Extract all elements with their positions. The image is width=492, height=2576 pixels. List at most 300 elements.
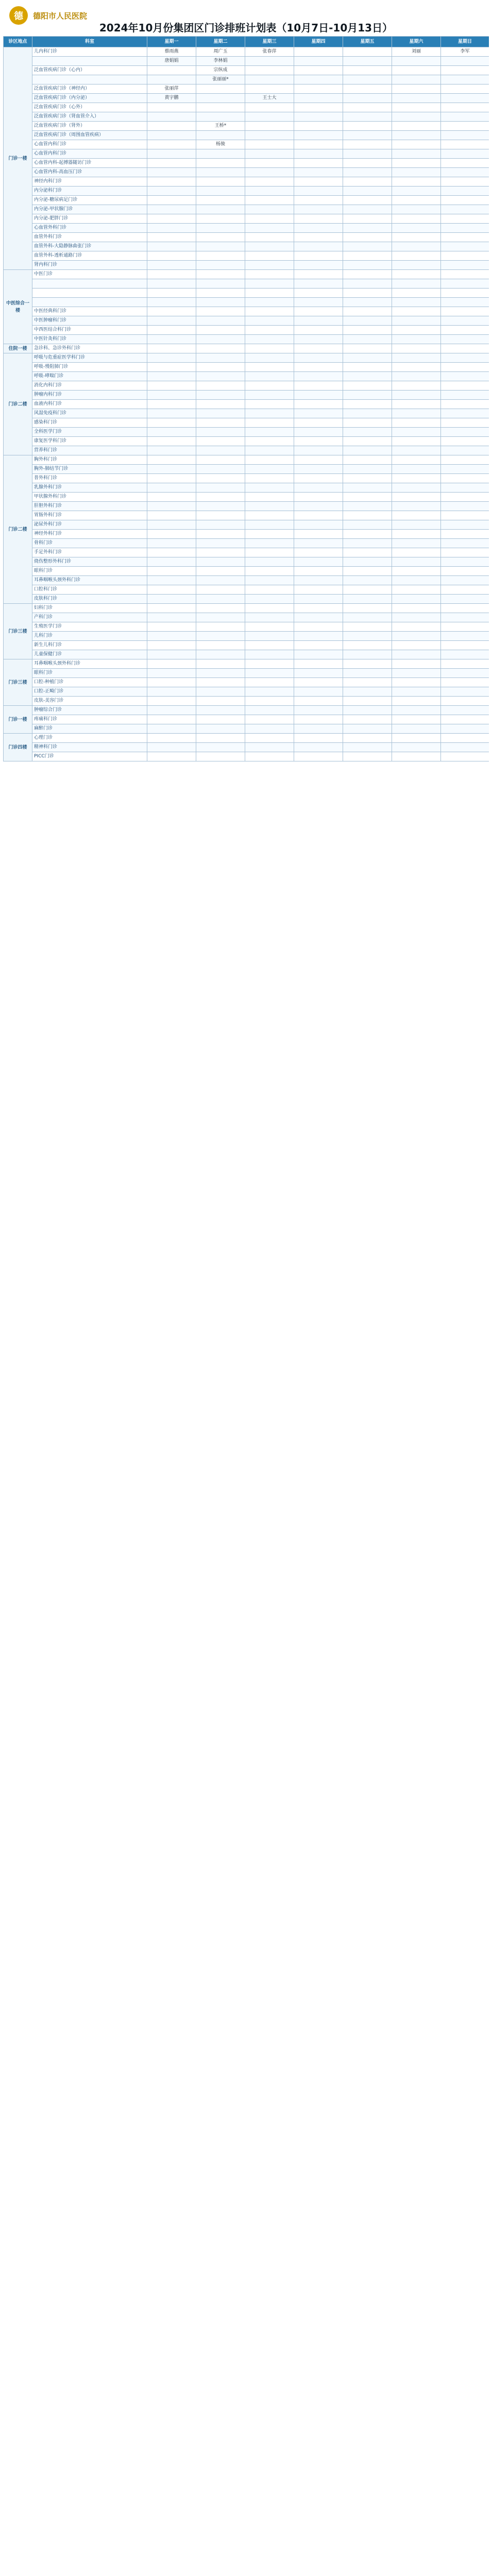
table-row xyxy=(4,687,489,697)
doctor-cell xyxy=(147,567,196,576)
table-row xyxy=(4,576,489,585)
doctor-cell xyxy=(392,224,441,233)
column-header-6: 星期五 xyxy=(343,37,392,47)
doctor-cell: 李军 xyxy=(441,47,489,57)
doctor-cell xyxy=(343,687,392,697)
doctor-cell xyxy=(441,131,489,140)
doctor-cell xyxy=(343,557,392,567)
table-row xyxy=(4,316,489,326)
table-row xyxy=(4,632,489,641)
column-header-2: 星期一 xyxy=(147,37,196,47)
department-name: 感染科门诊 xyxy=(32,418,147,428)
doctor-cell xyxy=(147,270,196,279)
doctor-cell xyxy=(294,465,343,474)
department-name xyxy=(32,75,147,84)
doctor-cell xyxy=(343,465,392,474)
doctor-cell xyxy=(147,502,196,511)
doctor-cell xyxy=(392,669,441,678)
doctor-cell xyxy=(343,196,392,205)
doctor-cell xyxy=(343,140,392,149)
department-name: 心血管内科-高血压门诊 xyxy=(32,168,147,177)
doctor-cell xyxy=(392,391,441,400)
department-name: 乳腺外科门诊 xyxy=(32,483,147,493)
doctor-cell xyxy=(343,289,392,298)
doctor-cell xyxy=(441,613,489,622)
doctor-cell xyxy=(343,214,392,224)
department-name: 产科门诊 xyxy=(32,613,147,622)
doctor-cell xyxy=(294,131,343,140)
doctor-cell xyxy=(147,706,196,715)
doctor-cell: 张丽丽* xyxy=(196,75,245,84)
doctor-cell xyxy=(294,530,343,539)
doctor-cell xyxy=(245,743,294,752)
doctor-cell xyxy=(441,75,489,84)
doctor-cell xyxy=(196,149,245,159)
doctor-cell xyxy=(294,734,343,743)
doctor-cell xyxy=(294,233,343,242)
table-row xyxy=(4,715,489,724)
doctor-cell xyxy=(343,715,392,724)
table-row xyxy=(4,409,489,418)
doctor-cell xyxy=(245,724,294,734)
doctor-cell: 唐娟娟 xyxy=(147,57,196,66)
doctor-cell xyxy=(196,400,245,409)
doctor-cell xyxy=(343,409,392,418)
doctor-cell xyxy=(147,196,196,205)
doctor-cell xyxy=(245,103,294,112)
doctor-cell xyxy=(441,659,489,669)
doctor-cell xyxy=(147,205,196,214)
department-name: 儿童保健门诊 xyxy=(32,650,147,659)
doctor-cell xyxy=(147,743,196,752)
doctor-cell xyxy=(245,66,294,75)
doctor-cell xyxy=(294,112,343,122)
doctor-cell xyxy=(441,298,489,307)
department-name: PICC门诊 xyxy=(32,752,147,761)
doctor-cell xyxy=(147,149,196,159)
doctor-cell xyxy=(147,316,196,326)
doctor-cell xyxy=(294,298,343,307)
doctor-cell xyxy=(343,205,392,214)
department-name: 眼科门诊 xyxy=(32,669,147,678)
table-row xyxy=(4,585,489,595)
table-row xyxy=(4,650,489,659)
doctor-cell xyxy=(196,706,245,715)
doctor-cell xyxy=(392,511,441,520)
doctor-cell xyxy=(392,752,441,761)
doctor-cell xyxy=(147,539,196,548)
doctor-cell xyxy=(392,409,441,418)
doctor-cell xyxy=(147,159,196,168)
doctor-cell xyxy=(392,140,441,149)
doctor-cell xyxy=(196,585,245,595)
doctor-cell xyxy=(245,678,294,687)
doctor-cell xyxy=(294,205,343,214)
doctor-cell xyxy=(441,428,489,437)
doctor-cell xyxy=(441,465,489,474)
doctor-cell xyxy=(441,734,489,743)
doctor-cell xyxy=(294,595,343,604)
doctor-cell xyxy=(392,557,441,567)
doctor-cell xyxy=(245,697,294,706)
doctor-cell xyxy=(343,84,392,94)
doctor-cell xyxy=(147,233,196,242)
doctor-cell xyxy=(147,474,196,483)
column-header-5: 星期四 xyxy=(294,37,343,47)
department-name: 泛血管疾病门诊（肾血管介入） xyxy=(32,112,147,122)
doctor-cell xyxy=(343,251,392,261)
doctor-cell xyxy=(147,622,196,632)
doctor-cell: 王士大 xyxy=(245,94,294,103)
table-row xyxy=(4,530,489,539)
doctor-cell xyxy=(147,400,196,409)
doctor-cell xyxy=(147,576,196,585)
doctor-cell xyxy=(441,576,489,585)
table-row xyxy=(4,465,489,474)
doctor-cell xyxy=(343,47,392,57)
doctor-cell: 张丽萍 xyxy=(147,84,196,94)
doctor-cell xyxy=(294,353,343,363)
doctor-cell xyxy=(343,520,392,530)
doctor-cell xyxy=(196,103,245,112)
table-row xyxy=(4,502,489,511)
doctor-cell xyxy=(245,493,294,502)
doctor-cell xyxy=(392,641,441,650)
doctor-cell xyxy=(441,381,489,391)
doctor-cell xyxy=(294,585,343,595)
doctor-cell xyxy=(245,381,294,391)
doctor-cell xyxy=(196,502,245,511)
doctor-cell xyxy=(343,307,392,316)
doctor-cell xyxy=(441,548,489,557)
doctor-cell xyxy=(343,752,392,761)
doctor-cell xyxy=(245,687,294,697)
doctor-cell xyxy=(196,307,245,316)
doctor-cell xyxy=(147,604,196,613)
doctor-cell xyxy=(441,214,489,224)
doctor-cell xyxy=(441,641,489,650)
doctor-cell xyxy=(294,140,343,149)
doctor-cell xyxy=(245,585,294,595)
doctor-cell xyxy=(245,149,294,159)
department-name: 内分泌-甲状腺门诊 xyxy=(32,205,147,214)
doctor-cell xyxy=(196,697,245,706)
doctor-cell xyxy=(147,428,196,437)
doctor-cell xyxy=(343,511,392,520)
department-name: 泛血管疾病门诊（肾外） xyxy=(32,122,147,131)
doctor-cell xyxy=(196,632,245,641)
doctor-cell xyxy=(147,650,196,659)
doctor-cell xyxy=(147,279,196,289)
doctor-cell xyxy=(294,103,343,112)
doctor-cell xyxy=(392,585,441,595)
doctor-cell xyxy=(245,75,294,84)
doctor-cell xyxy=(245,251,294,261)
doctor-cell xyxy=(147,418,196,428)
doctor-cell xyxy=(392,465,441,474)
doctor-cell xyxy=(245,706,294,715)
department-name: 胸外-肺结节门诊 xyxy=(32,465,147,474)
doctor-cell xyxy=(441,567,489,576)
doctor-cell xyxy=(294,659,343,669)
doctor-cell xyxy=(196,752,245,761)
table-row xyxy=(4,641,489,650)
doctor-cell xyxy=(441,205,489,214)
doctor-cell xyxy=(343,94,392,103)
doctor-cell xyxy=(441,520,489,530)
department-name: 耳鼻咽喉头颈外科门诊 xyxy=(32,659,147,669)
department-name: 心血管内科门诊 xyxy=(32,149,147,159)
doctor-cell: 宗纵成 xyxy=(196,66,245,75)
doctor-cell xyxy=(441,474,489,483)
doctor-cell xyxy=(245,409,294,418)
department-name xyxy=(32,289,147,298)
doctor-cell xyxy=(441,669,489,678)
doctor-cell xyxy=(441,687,489,697)
department-name: 呼吸-哮喘门诊 xyxy=(32,372,147,381)
doctor-cell xyxy=(294,613,343,622)
table-row xyxy=(4,159,489,168)
doctor-cell xyxy=(196,604,245,613)
department-name: 耳鼻咽喉头颈外科门诊 xyxy=(32,576,147,585)
doctor-cell xyxy=(343,57,392,66)
doctor-cell xyxy=(343,483,392,493)
zone-label: 门诊二楼 xyxy=(4,353,32,455)
doctor-cell xyxy=(245,474,294,483)
doctor-cell xyxy=(196,483,245,493)
table-row xyxy=(4,177,489,187)
doctor-cell xyxy=(147,261,196,270)
doctor-cell xyxy=(392,372,441,381)
doctor-cell xyxy=(392,530,441,539)
doctor-cell xyxy=(245,335,294,344)
department-name: 内分泌科门诊 xyxy=(32,187,147,196)
doctor-cell xyxy=(441,66,489,75)
doctor-cell xyxy=(294,539,343,548)
doctor-cell xyxy=(147,465,196,474)
doctor-cell xyxy=(294,622,343,632)
department-name: 泛血管疾病门诊（内分泌） xyxy=(32,94,147,103)
doctor-cell xyxy=(343,539,392,548)
doctor-cell xyxy=(245,57,294,66)
doctor-cell xyxy=(196,539,245,548)
doctor-cell xyxy=(392,112,441,122)
doctor-cell xyxy=(294,455,343,465)
doctor-cell xyxy=(294,187,343,196)
doctor-cell xyxy=(343,724,392,734)
doctor-cell xyxy=(245,539,294,548)
table-row xyxy=(4,548,489,557)
doctor-cell xyxy=(294,474,343,483)
department-name: 呼吸-慢阻肺门诊 xyxy=(32,363,147,372)
doctor-cell xyxy=(294,196,343,205)
doctor-cell xyxy=(147,659,196,669)
doctor-cell xyxy=(196,557,245,567)
doctor-cell xyxy=(147,168,196,177)
table-row xyxy=(4,149,489,159)
doctor-cell xyxy=(245,242,294,251)
department-name: 妇科门诊 xyxy=(32,604,147,613)
table-row xyxy=(4,131,489,140)
doctor-cell xyxy=(245,224,294,233)
department-name: 神经外科门诊 xyxy=(32,530,147,539)
table-row xyxy=(4,706,489,715)
doctor-cell xyxy=(343,316,392,326)
table-row xyxy=(4,734,489,743)
doctor-cell xyxy=(245,715,294,724)
department-name: 骨科门诊 xyxy=(32,539,147,548)
doctor-cell xyxy=(392,493,441,502)
doctor-cell xyxy=(294,168,343,177)
doctor-cell xyxy=(343,270,392,279)
doctor-cell xyxy=(441,242,489,251)
doctor-cell xyxy=(441,650,489,659)
doctor-cell xyxy=(441,84,489,94)
doctor-cell xyxy=(294,159,343,168)
department-name: 烧伤整形外科门诊 xyxy=(32,557,147,567)
doctor-cell xyxy=(196,131,245,140)
schedule-table-container[interactable] xyxy=(3,36,489,2576)
doctor-cell xyxy=(245,140,294,149)
doctor-cell xyxy=(245,418,294,428)
department-name: 风湿免疫科门诊 xyxy=(32,409,147,418)
doctor-cell xyxy=(294,57,343,66)
doctor-cell xyxy=(392,84,441,94)
doctor-cell xyxy=(147,493,196,502)
doctor-cell xyxy=(441,140,489,149)
table-row xyxy=(4,474,489,483)
doctor-cell xyxy=(294,391,343,400)
doctor-cell xyxy=(196,279,245,289)
doctor-cell xyxy=(441,400,489,409)
doctor-cell xyxy=(343,446,392,455)
doctor-cell xyxy=(147,177,196,187)
doctor-cell xyxy=(294,47,343,57)
doctor-cell xyxy=(343,734,392,743)
table-row xyxy=(4,298,489,307)
doctor-cell xyxy=(392,205,441,214)
doctor-cell xyxy=(343,437,392,446)
doctor-cell xyxy=(196,530,245,539)
doctor-cell xyxy=(147,214,196,224)
table-row xyxy=(4,483,489,493)
doctor-cell xyxy=(392,734,441,743)
doctor-cell xyxy=(294,557,343,567)
doctor-cell xyxy=(147,344,196,353)
department-name: 泛血管疾病门诊（心外） xyxy=(32,103,147,112)
table-row xyxy=(4,363,489,372)
doctor-cell: 王桥* xyxy=(196,122,245,131)
table-row xyxy=(4,270,489,279)
doctor-cell xyxy=(392,483,441,493)
doctor-cell xyxy=(147,734,196,743)
department-name: 急诊科、急诊外科门诊 xyxy=(32,344,147,353)
doctor-cell xyxy=(392,335,441,344)
doctor-cell xyxy=(392,242,441,251)
doctor-cell xyxy=(245,363,294,372)
doctor-cell xyxy=(196,298,245,307)
doctor-cell xyxy=(245,428,294,437)
doctor-cell xyxy=(147,326,196,335)
doctor-cell xyxy=(294,548,343,557)
zone-label: 门诊二楼 xyxy=(4,455,32,604)
doctor-cell xyxy=(147,548,196,557)
doctor-cell xyxy=(441,335,489,344)
doctor-cell xyxy=(343,224,392,233)
doctor-cell xyxy=(245,205,294,214)
doctor-cell xyxy=(392,539,441,548)
department-name: 泛血管疾病门诊（周围血管疾病） xyxy=(32,131,147,140)
doctor-cell xyxy=(147,557,196,567)
page-header xyxy=(0,0,492,36)
zone-label: 门诊一楼 xyxy=(4,706,32,734)
doctor-cell xyxy=(441,251,489,261)
column-header-3: 星期二 xyxy=(196,37,245,47)
department-name: 皮肤科门诊 xyxy=(32,595,147,604)
doctor-cell: 蔡雨燕 xyxy=(147,47,196,57)
doctor-cell: 李林娟 xyxy=(196,57,245,66)
table-row xyxy=(4,493,489,502)
doctor-cell xyxy=(147,391,196,400)
department-name: 康复医学科门诊 xyxy=(32,437,147,446)
doctor-cell xyxy=(441,724,489,734)
department-name: 中医肿瘤科门诊 xyxy=(32,316,147,326)
department-name: 中医经典科门诊 xyxy=(32,307,147,316)
doctor-cell xyxy=(392,196,441,205)
doctor-cell xyxy=(441,307,489,316)
doctor-cell xyxy=(294,604,343,613)
doctor-cell xyxy=(147,520,196,530)
doctor-cell xyxy=(245,233,294,242)
doctor-cell xyxy=(196,409,245,418)
doctor-cell xyxy=(441,112,489,122)
doctor-cell xyxy=(196,678,245,687)
table-row xyxy=(4,335,489,344)
doctor-cell xyxy=(294,344,343,353)
doctor-cell xyxy=(294,409,343,418)
table-row xyxy=(4,539,489,548)
doctor-cell xyxy=(392,576,441,585)
doctor-cell xyxy=(392,659,441,669)
department-name: 泌尿外科门诊 xyxy=(32,520,147,530)
doctor-cell xyxy=(196,177,245,187)
doctor-cell xyxy=(245,307,294,316)
doctor-cell xyxy=(441,372,489,381)
doctor-cell xyxy=(294,372,343,381)
doctor-cell xyxy=(392,381,441,391)
doctor-cell xyxy=(245,196,294,205)
doctor-cell xyxy=(441,344,489,353)
doctor-cell xyxy=(294,242,343,251)
doctor-cell xyxy=(245,279,294,289)
table-row xyxy=(4,381,489,391)
doctor-cell xyxy=(392,595,441,604)
doctor-cell: 刘丽 xyxy=(392,47,441,57)
table-row xyxy=(4,678,489,687)
doctor-cell xyxy=(392,57,441,66)
doctor-cell xyxy=(294,641,343,650)
doctor-cell xyxy=(392,520,441,530)
table-row xyxy=(4,233,489,242)
doctor-cell xyxy=(343,622,392,632)
doctor-cell xyxy=(343,502,392,511)
doctor-cell xyxy=(392,428,441,437)
doctor-cell xyxy=(147,437,196,446)
doctor-cell xyxy=(147,242,196,251)
doctor-cell xyxy=(392,715,441,724)
doctor-cell xyxy=(196,455,245,465)
doctor-cell xyxy=(245,530,294,539)
